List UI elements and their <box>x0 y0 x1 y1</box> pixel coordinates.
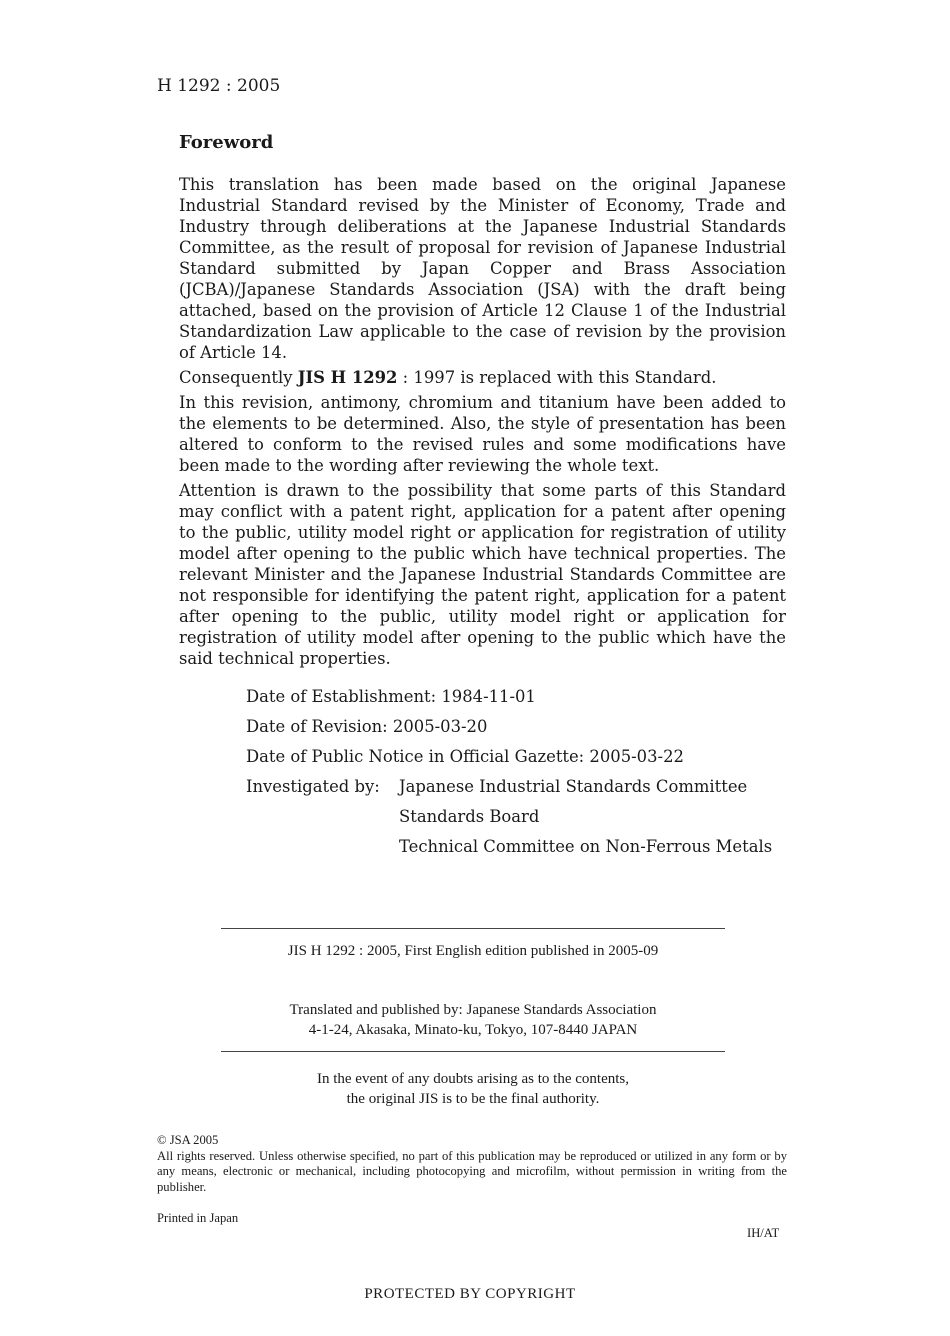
date-of-establishment: Date of Establishment: 1984-11-01 <box>246 687 536 706</box>
authority-line-2: the original JIS is to be the final authority. <box>346 1091 600 1107</box>
protected-footer: PROTECTED BY COPYRIGHT <box>364 1286 576 1302</box>
document-code: IH/AT <box>747 1226 780 1240</box>
rights-statement: All rights reserved. Unless otherwise specified, no part of this publication may be reproduced or utilized in any form or by any means, electronic or mechanical, including photocopying and microfilm, without permission in writing from the publisher. <box>157 1148 787 1194</box>
investigator-technical-committee: Technical Committee on Non-Ferrous Metals <box>399 837 773 856</box>
foreword-paragraph-1: This translation has been made based on the original Japanese Industrial Standard revised by the Minister of Economy, Trade and Industry through deliberations at the Japanese Industrial Standards Committee, as the result of proposal for revision of Japanese Industrial Standard submitted by Japan Copper and Brass Association (JCBA)/Japanese Standards Association (JSA) with the draft being attached, based on the provision of Article 12 Clause 1 of the Industrial Standardization Law applicable to the case of revision by the provision of Article 14. <box>179 175 786 362</box>
investigated-by <box>246 776 786 866</box>
investigated-by-label: Investigated by: <box>246 777 380 796</box>
standard-number-header: H 1292 : 2005 <box>157 76 281 96</box>
foreword-body <box>179 174 786 673</box>
publisher-address: 4-1-24, Akasaka, Minato-ku, Tokyo, 107-8440 JAPAN <box>308 1022 638 1038</box>
investigator-committee: Japanese Industrial Standards Committee <box>399 777 748 796</box>
printed-in: Printed in Japan <box>157 1211 239 1225</box>
copyright-block <box>157 1133 787 1195</box>
date-of-public-notice: Date of Public Notice in Official Gazette: 2005-03-22 <box>246 747 684 766</box>
investigated-by-list <box>399 776 772 866</box>
authority-line-1: In the event of any doubts arising as to the contents, <box>316 1071 629 1087</box>
divider-top <box>221 928 725 929</box>
p2-prefix: Consequently <box>179 368 298 387</box>
copyright-line: © JSA 2005 <box>157 1133 219 1147</box>
foreword-paragraph-4: Attention is drawn to the possibility that some parts of this Standard may conflict with a patent right, application for a patent after opening to the public, utility model right or application for registration of utility model after opening to the public which have technical properties. The relevant Minister and the Japanese Industrial Standards Committee are not responsible for identifying the patent right, application for a patent after opening to the public, utility model right or application for registration of utility model after opening to the public which have the said technical properties. <box>179 481 786 668</box>
investigator-board: Standards Board <box>399 807 540 826</box>
authority-note <box>221 1069 725 1109</box>
date-of-revision: Date of Revision: 2005-03-20 <box>246 717 488 736</box>
p2-suffix: : 1997 is replaced with this Standard. <box>397 368 717 387</box>
foreword-paragraph-3: In this revision, antimony, chromium and titanium have been added to the elements to be determined. Also, the style of presentation has been altered to conform to the revised rules and some modifications have been made to the wording after reviewing the whole text. <box>179 393 786 475</box>
publisher-line-1: Translated and published by: Japanese Standards Association <box>289 1002 657 1018</box>
dates-block <box>246 686 786 866</box>
publisher-block <box>221 1000 725 1040</box>
replaced-standard-ref: JIS H 1292 <box>297 368 398 387</box>
foreword-title: Foreword <box>179 132 274 153</box>
foreword-paragraph-2 <box>179 367 786 388</box>
edition-note: JIS H 1292 : 2005, First English edition published in 2005-09 <box>287 943 659 959</box>
divider-bottom <box>221 1051 725 1052</box>
